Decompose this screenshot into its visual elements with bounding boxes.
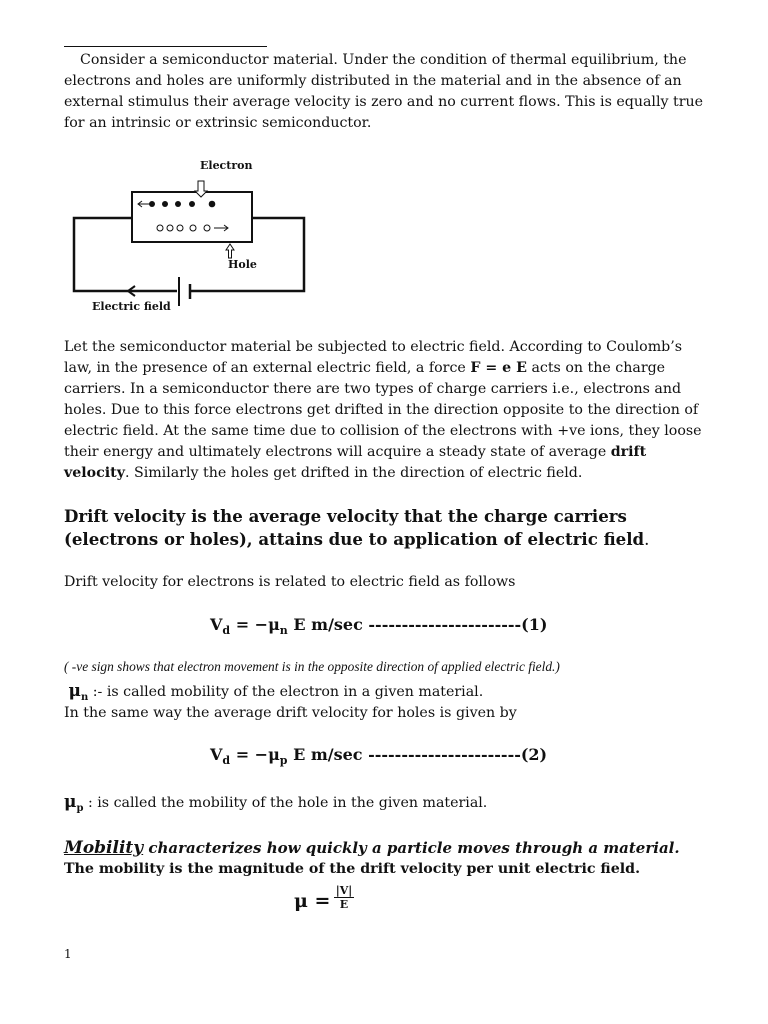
hole-label: Hole [228,258,257,271]
electric-field-label: Electric field [92,300,171,313]
field-text-1: Let the semiconductor material be subjected to electric field. According to Coulomb’s law, in the presence of an external electric field, a force [64,339,683,376]
definition-text: Drift velocity is the average velocity that the charge carriers (electrons or holes), attains due to application of electric field [64,506,645,549]
field-paragraph [64,337,704,484]
electron [162,201,168,207]
field-text-2: acts on the charge carriers. In a semiconductor there are two types of charge carriers i.e., electrons and holes. Due to this force electrons get drifted in the direction opposite to the direction of electric field. At the same time due to collision of the electrons with +ve ions, they loose their energy and ultimately electrons will acquire a steady state of average [64,360,702,460]
field-text-3: . Similarly the holes get drifted in the direction of electric field. [124,465,583,481]
intro-paragraph: Consider a semiconductor material. Under the condition of thermal equilibrium, the electrons and holes are uniformly distributed in the material and in the absence of an external stimulus their average velocity is zero and no current flows. This is equally true for an intrinsic or extrinsic semiconductor. [64,52,704,131]
drift-diagram [64,150,324,315]
sign-note: ( -ve sign shows that electron movement is in the opposite direction of applied electric field.) [64,659,560,674]
electron [175,201,181,207]
definition-period: . [644,530,650,549]
document-page: Consider a semiconductor material. Under the condition of thermal equilibrium, the electrons and holes are uniformly distributed in the material and in the absence of an external stimulus their average velocity is zero and no current flows. This is equally true for an intrinsic or extrinsic semiconductor. Electron Hole Electric field Let the semiconductor material be subjected to electric field. According to Coulomb’s law, in the presence of an external electric field, a force F = e E acts on the charge carriers. In a semiconductor there are two types of charge carriers i.e., electrons and holes. Due to this force electrons get drifted in the direction opposite to the direction of electric field. At the same time due to collision of the electrons with +ve ions, they loose their energy and ultimately electrons will acquire a steady state of average drift velocity. Similarly the holes get drifted in the direction of electric field. Drift velocity is the average velocity that the charge carriers (electrons or holes), attains due to application of electric field. Drift velocity for electrons is related to electric field as follows $V_d = -\mu_n$ E m/sec -----------------------(1) ( -ve sign shows that electron movement is in the opposite direction of applied electric field.) $\mu_n$ :- is called mobility of the electron in a given material. In the same way the average drift velocity for holes is given by $V_d = -\mu_p$ E m/sec -----------------------(2) $\mu_p$ : is called the mobility of the hole in the given material. Mobility characterizes how quickly a particle moves through a material. The mobility is the magnitude of the drift velocity per unit electric field. μ = $\frac{|V|}{E}$ 1 [0,0,768,1024]
formula-fraction: $\frac{|V|}{E}$ [335,884,353,911]
equation-1: $V_d = -\mu_n$ E m/sec -----------------------(1) [210,615,548,638]
drift-velocity-term: drift velocity [64,444,647,481]
electron-relation-text: Drift velocity for electrons is related to electric field as follows [64,574,516,590]
mobility-statement: Mobility characterizes how quickly a particle moves through a material. [64,838,680,858]
electron [149,201,155,207]
holes-intro-text: In the same way the average drift velocity for holes is given by [64,705,517,721]
hole-mobility-line: $\mu_p$ : is called the mobility of the hole in the given material. [64,792,488,814]
equation-2: $V_d = -\mu_p$ E m/sec -----------------------(2) [210,745,548,768]
electron [189,201,195,207]
electron [209,201,216,208]
footnote-rule [64,46,267,47]
drift-velocity-definition [64,505,704,551]
page-number: 1 [64,947,72,961]
mobility-definition: The mobility is the magnitude of the drift velocity per unit electric field. [64,861,641,877]
electron-mobility-line: $\mu_n$ :- is called mobility of the electron in a given material. [68,681,484,703]
force-expression: F = e E [470,360,527,376]
hole-pointer-icon [226,244,234,258]
semiconductor-block [132,192,252,242]
electron-label: Electron [200,159,253,172]
mobility-term: Mobility [64,838,144,858]
